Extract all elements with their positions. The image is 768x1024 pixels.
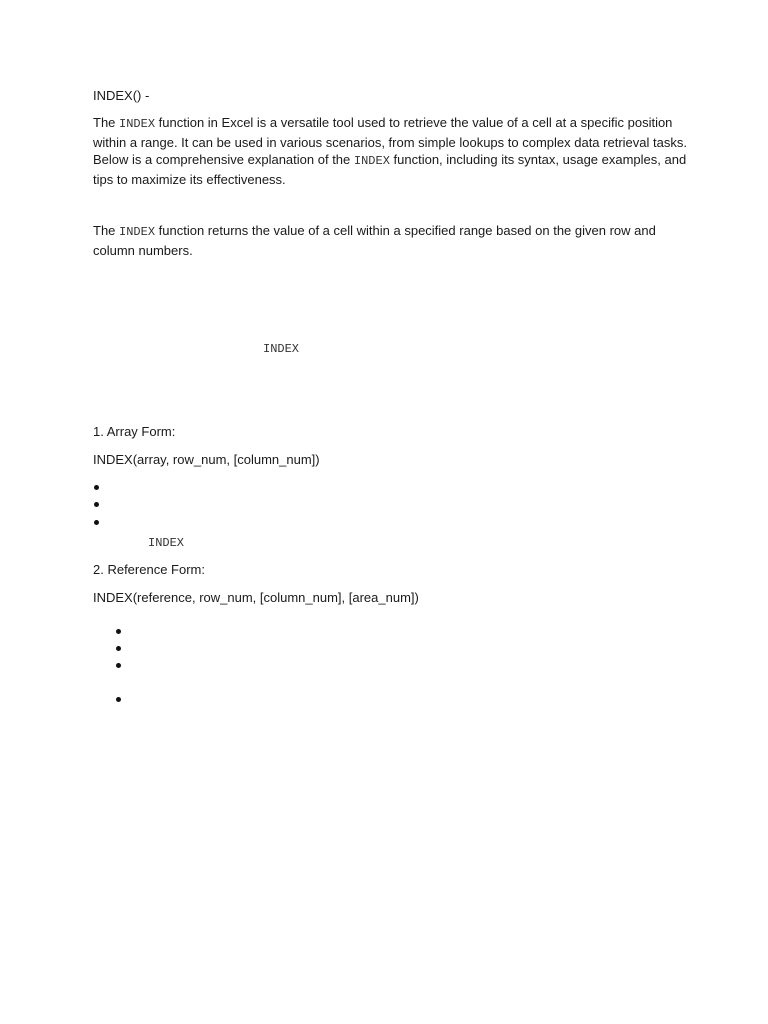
intro-text-2: function in Excel is a versatile tool used to retrieve the value of a cell at a specific position within a range. It can be used in various scenarios, from simple lookups to complex data retrieval tasks. Below is a comprehensive explanation of the (93, 115, 687, 168)
document-heading: INDEX() - (93, 88, 150, 103)
array-bullet-2 (94, 502, 99, 507)
reference-form-title: 2. Reference Form: (93, 562, 205, 577)
summary-text-2: function returns the value of a cell within a specified range based on the given row and column numbers. (93, 223, 656, 258)
intro-code-2: INDEX (353, 154, 390, 169)
intro-paragraph (93, 114, 693, 189)
reference-bullet-3 (116, 663, 121, 668)
summary-text-1: The (93, 223, 120, 238)
reference-bullet-2 (116, 646, 121, 651)
array-form-syntax: INDEX(array, row_num, [column_num]) (93, 452, 320, 467)
summary-paragraph (93, 222, 693, 259)
array-bullet-1 (94, 485, 99, 490)
intro-code-1: INDEX (119, 117, 156, 131)
floating-code-index: INDEX (263, 342, 300, 356)
reference-bullet-4 (116, 697, 121, 702)
array-form-note-code: INDEX (148, 536, 185, 550)
array-bullet-3 (94, 520, 99, 525)
intro-text-3: function, including its syntax, usage examples, and tips to maximize its effectiveness. (93, 152, 687, 188)
summary-code-1: INDEX (119, 225, 156, 239)
intro-text-1: The (93, 115, 120, 130)
array-form-title: 1. Array Form: (93, 424, 176, 439)
reference-form-syntax: INDEX(reference, row_num, [column_num], [area_num]) (93, 590, 419, 605)
reference-bullet-1 (116, 629, 121, 634)
